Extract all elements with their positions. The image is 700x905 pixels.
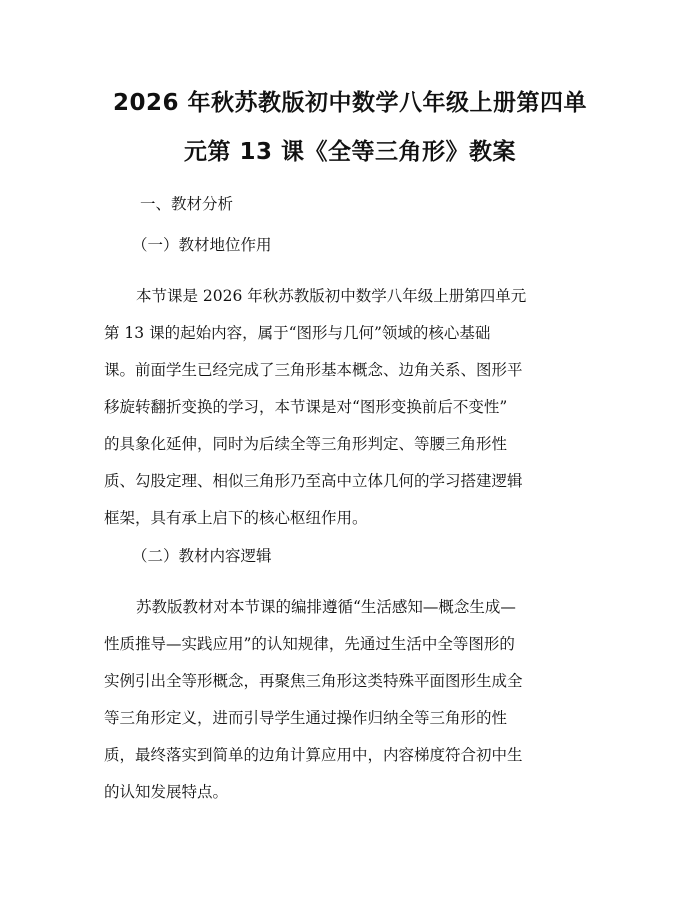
paragraph-line: 苏教版教材对本节课的编排遵循“生活感知—概念生成—	[136, 598, 516, 616]
paragraph-line: 课。前面学生已经完成了三角形基本概念、边角关系、图形平	[104, 361, 523, 379]
paragraph-line: 等三角形定义，进而引导学生通过操作归纳全等三角形的性	[104, 709, 508, 727]
paragraph-line: 质，最终落实到简单的边角计算应用中，内容梯度符合初中生	[104, 746, 523, 764]
paragraph-line: 本节课是 2026 年秋苏教版初中数学八年级上册第四单元	[136, 287, 527, 305]
subsection-heading-role: （一）教材地位作用	[132, 236, 272, 254]
document-title-line-2: 元第 13 课《全等三角形》教案	[183, 139, 517, 165]
subsection-heading-content-logic: （二）教材内容逻辑	[132, 547, 272, 565]
paragraph-line: 的认知发展特点。	[104, 783, 229, 801]
paragraph-line: 质、勾股定理、相似三角形乃至高中立体几何的学习搭建逻辑	[104, 472, 523, 490]
paragraph-line: 的具象化延伸，同时为后续全等三角形判定、等腰三角形性	[104, 435, 508, 453]
paragraph-line: 性质推导—实践应用”的认知规律，先通过生活中全等图形的	[104, 635, 515, 653]
section-heading-teaching-material-analysis: 一、教材分析	[140, 195, 234, 213]
paragraph-line: 框架，具有承上启下的核心枢纽作用。	[104, 509, 368, 527]
paragraph-line: 实例引出全等形概念，再聚焦三角形这类特殊平面图形生成全	[104, 672, 523, 690]
paragraph-line: 移旋转翻折变换的学习，本节课是对“图形变换前后不变性”	[104, 398, 508, 416]
paragraph-line: 第 13 课的起始内容，属于“图形与几何”领域的核心基础	[104, 324, 491, 342]
document-title-line-1: 2026 年秋苏教版初中数学八年级上册第四单	[112, 90, 588, 116]
